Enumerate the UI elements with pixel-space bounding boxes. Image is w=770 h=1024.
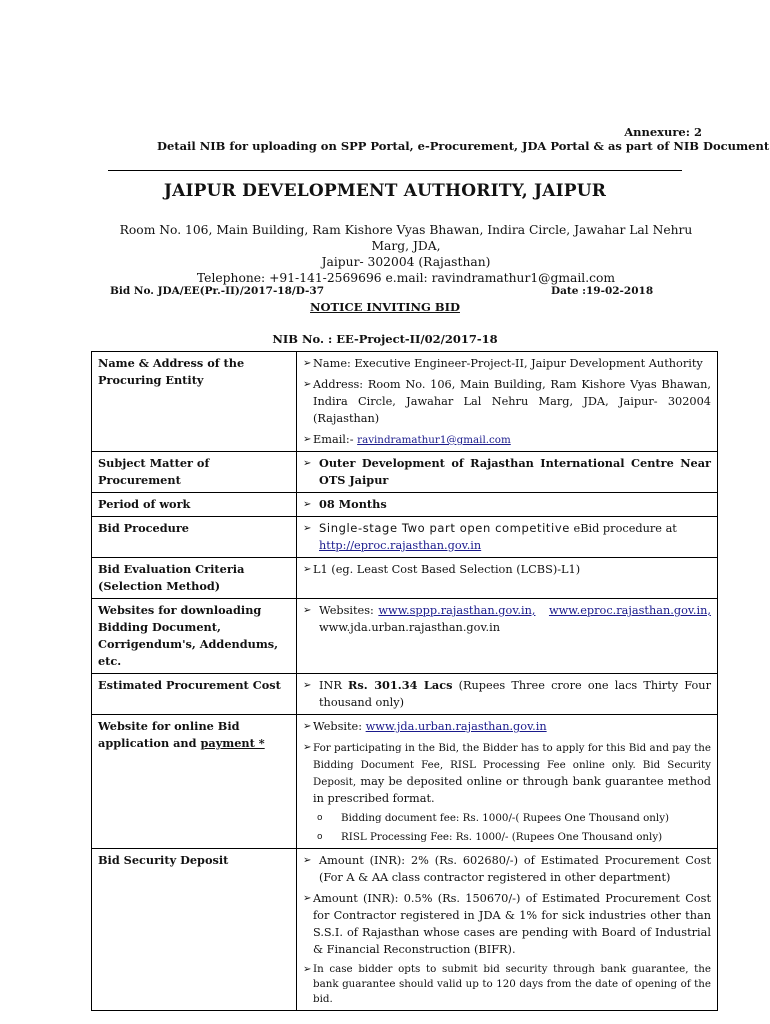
page-title: JAIPUR DEVELOPMENT AUTHORITY, JAIPUR: [163, 181, 607, 201]
eproc-link[interactable]: http://eproc.rajasthan.gov.in: [319, 539, 482, 552]
risl-processing-fee: o RISL Processing Fee: Rs. 1000/- (Rupees One Thousand only): [303, 830, 711, 845]
nib-number: NIB No. : EE-Project-II/02/2017-18: [272, 332, 498, 346]
table-row: [92, 715, 718, 849]
email-link[interactable]: ravindramathur1@gmail.com: [357, 434, 511, 446]
online-website: [303, 718, 711, 735]
row-value: [297, 517, 718, 558]
row-value: [297, 715, 718, 849]
cost-words: (Rupees Three crore one lacs Thirty Four thousand only): [319, 679, 711, 709]
jda-link[interactable]: www.jda.urban.rajasthan.gov.in: [365, 720, 547, 733]
row-value: [297, 674, 718, 715]
bid-date: Date :19-02-2018: [551, 285, 654, 297]
nib-details-table: [91, 351, 718, 1011]
address-line-3: Telephone: +91-141-2569696 e.mail: ravindramathur1@gmail.com: [196, 271, 616, 285]
row-label: Period of work: [92, 493, 297, 517]
row-label: Estimated Procurement Cost: [92, 674, 297, 715]
table-row: [92, 849, 718, 1011]
row-value: [297, 599, 718, 674]
address-line-1: Room No. 106, Main Building, Ram Kishore Vyas Bhawan, Indira Circle, Jawahar Lal Nehru Marg, JDA,: [119, 223, 693, 253]
website-prefix: Website:: [313, 720, 366, 733]
participation-small: For participating in the Bid, the Bidder has to apply for this Bid and pay the Bidding Document Fee, RISL Processing Fee online only. Bid Security Deposit,: [313, 742, 711, 788]
table-row: [92, 517, 718, 558]
websites-prefix: Websites:: [319, 604, 379, 617]
row-value: [297, 452, 718, 493]
online-label-payment: payment *: [200, 736, 265, 750]
period-value: ➢ 08 Months: [303, 496, 711, 513]
notice-heading: NOTICE INVITING BID: [310, 300, 460, 314]
entity-email: [303, 431, 711, 448]
subject-value: ➢ Outer Development of Rajasthan International Centre Near OTS Jaipur: [303, 455, 711, 489]
address-line-2: Jaipur- 302004 (Rajasthan): [321, 255, 491, 269]
row-label: Bid Procedure: [92, 517, 297, 558]
row-label: Websites for downloading Bidding Document, Corrigendum's, Addendums, etc.: [92, 599, 297, 674]
table-row: [92, 674, 718, 715]
entity-name: ➢ Name: Executive Engineer-Project-II, Jaipur Development Authority: [303, 355, 711, 372]
evaluation-value: ➢ L1 (eg. Least Cost Based Selection (LCBS)-L1): [303, 561, 711, 578]
jda-site: www.jda.urban.rajasthan.gov.in: [319, 621, 500, 634]
participation-rest: may be deposited online or through bank guarantee method in prescribed format.: [313, 775, 711, 805]
table-row: [92, 452, 718, 493]
email-prefix: Email:-: [313, 433, 358, 446]
cost-prefix: INR: [319, 679, 349, 692]
websites-value: [303, 602, 711, 636]
security-item-3: ➢ In case bidder opts to submit bid security through bank guarantee, the bank guarantee should valid up to 120 days from the date of opening of the bid.: [303, 962, 711, 1007]
entity-address: ➢ Address: Room No. 106, Main Building, Ram Kishore Vyas Bhawan, Indira Circle, Jawahar Lal Nehru Marg, JDA, Jaipur- 302004 (Rajasthan): [303, 376, 711, 427]
table-row: [92, 493, 718, 517]
cost-amount: Rs. 301.34 Lacs: [348, 678, 453, 692]
row-value: [297, 849, 718, 1011]
cost-value: [303, 677, 711, 711]
table-row: [92, 352, 718, 452]
row-label: Bid Security Deposit: [92, 849, 297, 1011]
table-row: [92, 599, 718, 674]
table-row: [92, 558, 718, 599]
procedure-type: Single-stage Two part open competitive: [319, 521, 570, 535]
row-value: [297, 352, 718, 452]
row-label: Subject Matter of Procurement: [92, 452, 297, 493]
detail-nib-heading: Detail NIB for uploading on SPP Portal, e-Procurement, JDA Portal & as part of NIB Document: [157, 139, 770, 153]
row-value: [297, 558, 718, 599]
bidding-document-fee: o Bidding document fee: Rs. 1000/-( Rupees One Thousand only): [303, 811, 711, 826]
row-value: [297, 493, 718, 517]
sppp-link[interactable]: www.sppp.rajasthan.gov.in,: [378, 604, 536, 617]
row-label: Name & Address of the Procuring Entity: [92, 352, 297, 452]
row-label: Bid Evaluation Criteria (Selection Method): [92, 558, 297, 599]
authority-address: [100, 222, 712, 286]
participation-note: [303, 739, 711, 807]
security-item-2: ➢ Amount (INR): 0.5% (Rs. 150670/-) of Estimated Procurement Cost for Contractor registered in JDA & 1% for sick industries other than S.S.I. of Rajasthan whose cases are pending with Board of Industrial & Financial Reconstruction (BIFR).: [303, 890, 711, 958]
procedure-suffix: eBid procedure at: [569, 522, 677, 535]
eproc-site-link[interactable]: www.eproc.rajasthan.gov.in,: [548, 604, 711, 617]
row-label: [92, 715, 297, 849]
header-divider: [108, 170, 682, 171]
procedure-value: [303, 520, 711, 554]
online-label: Website for online Bid application and: [98, 719, 240, 750]
bid-number: Bid No. JDA/EE(Pr.-II)/2017-18/D-37: [110, 285, 325, 297]
annexure-label: Annexure: 2: [624, 125, 702, 139]
security-item-1: ➢ Amount (INR): 2% (Rs. 602680/-) of Estimated Procurement Cost (For A & AA class contractor registered in other department): [303, 852, 711, 886]
